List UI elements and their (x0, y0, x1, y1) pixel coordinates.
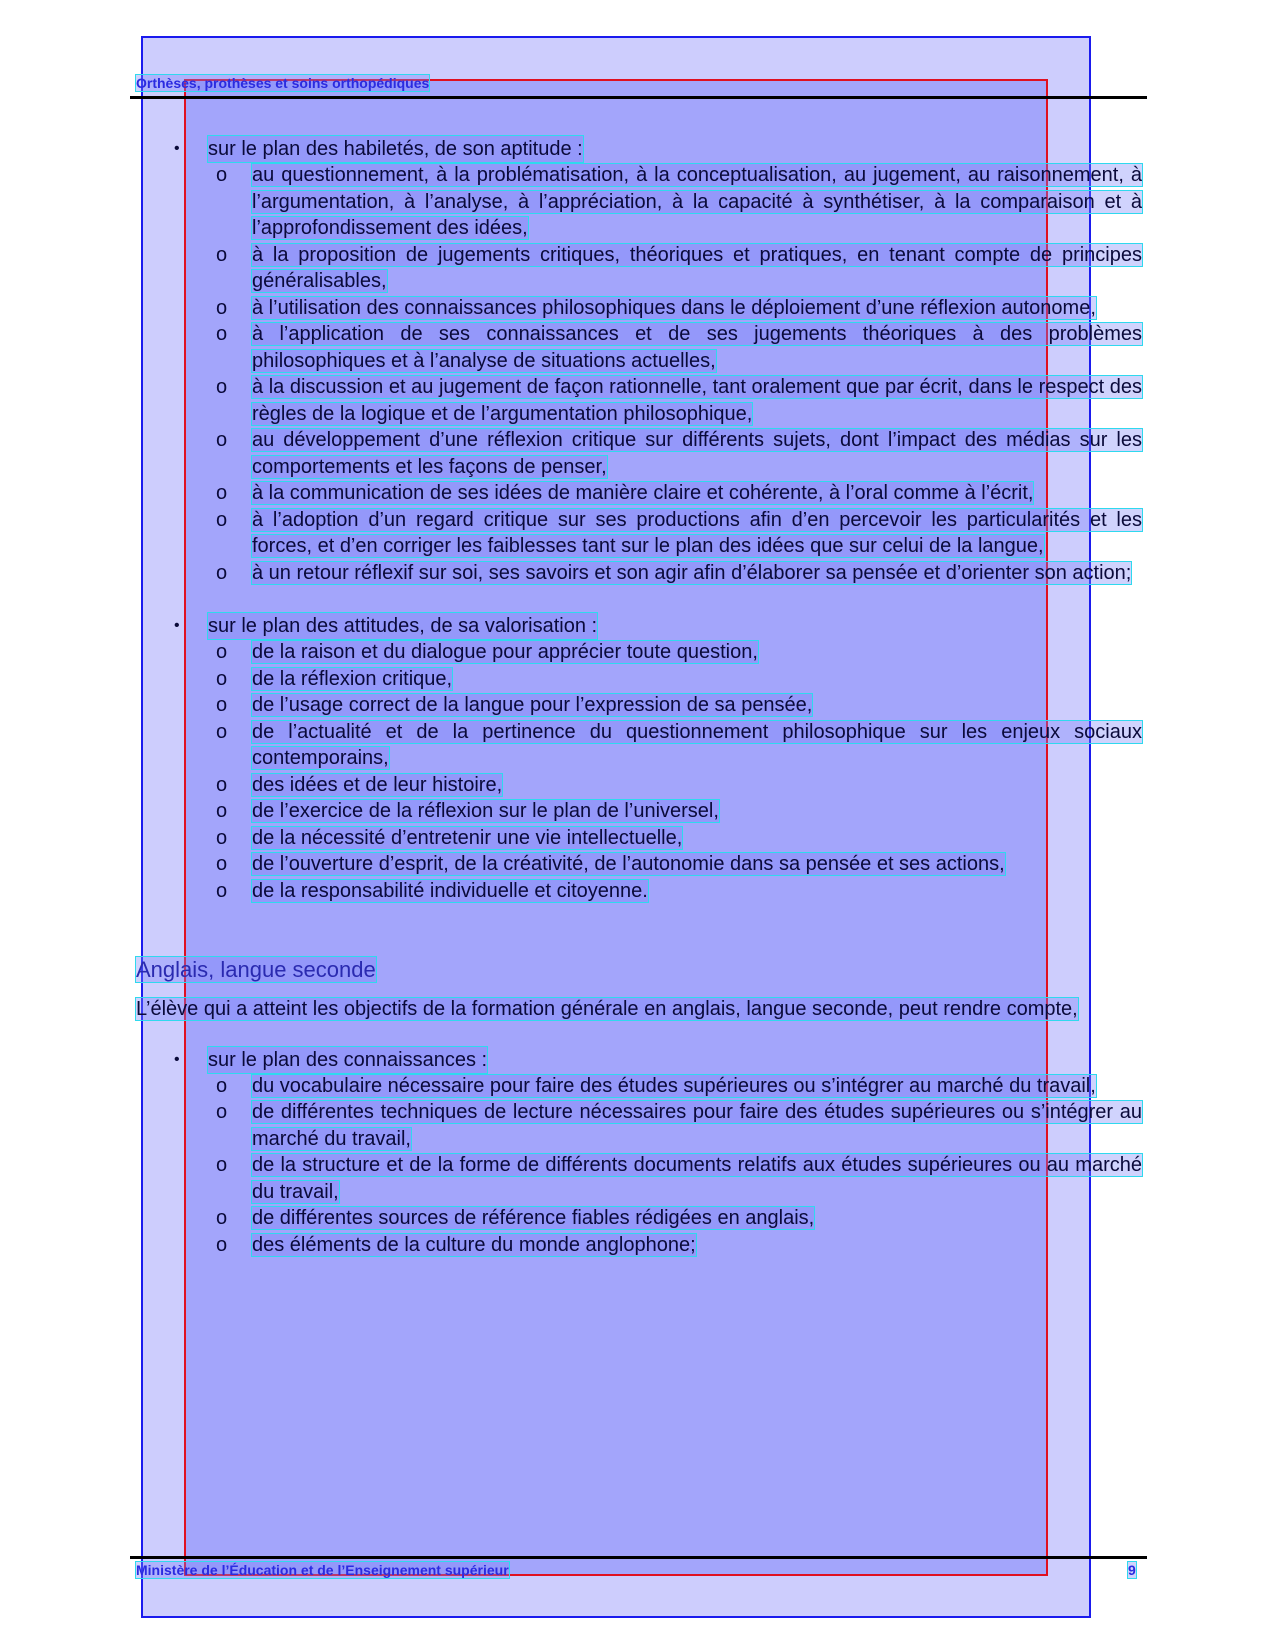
list-item-text: de l’exercice de la réflexion sur le plan de l’universel, (252, 800, 719, 822)
page-header: Orthèses, prothèses et soins orthopédiques (136, 75, 430, 91)
page-footer: Ministère de l’Éducation et de l’Enseignement supérieur (136, 1562, 509, 1578)
list-item (136, 666, 1142, 693)
list-item (136, 825, 1142, 852)
list-item-text: de différentes sources de référence fiables rédigées en anglais, (252, 1207, 815, 1229)
section-attitudes (136, 613, 1142, 904)
list-item (136, 295, 1142, 322)
list-item-text: des éléments de la culture du monde anglophone; (252, 1233, 696, 1256)
list-item (136, 162, 1142, 242)
sub-bullet-icon: o (216, 641, 228, 663)
list-item-text: de l’usage correct de la langue pour l’expression de sa pensée, (252, 694, 813, 716)
sub-bullet-icon: o (216, 561, 228, 584)
level1-item (136, 136, 1142, 162)
sub-bullet-icon: o (216, 1101, 228, 1123)
section-paragraph: L’élève qui a atteint les objectifs de la formation générale en anglais, langue seconde, peut rendre compte, (136, 998, 1078, 1020)
list-item-text: de la raison et du dialogue pour apprécier toute question, (252, 641, 758, 663)
page-number: 9 (1128, 1562, 1136, 1578)
list-item-text: de la structure et de la forme de différents documents relatifs aux études supérieures ou au marché du travail, (252, 1154, 1142, 1203)
sub-bullet-icon: o (216, 296, 228, 319)
list-item (136, 1205, 1142, 1232)
list-item-text: de l’ouverture d’esprit, de la créativité, de l’autonomie dans sa pensée et ses actions, (252, 853, 1005, 875)
list-item-text: à la proposition de jugements critiques, théoriques et pratiques, en tenant compte de principes généralisables, (252, 243, 1142, 292)
section-anglais (136, 956, 1142, 1258)
bullet-icon: • (174, 1050, 180, 1068)
list-item-text: au questionnement, à la problématisation, à la conceptualisation, au jugement, au raisonnement, à l’argumentation, à l’analyse, à l’appréciation, à la capacité à synthétiser, à la comparaison et à l’approfondissement des idées, (252, 164, 1142, 239)
list-item-text: à un retour réflexif sur soi, ses savoirs et son agir afin d’élaborer sa pensée et d’orienter son action; (252, 561, 1132, 584)
sub-bullet-icon: o (216, 720, 228, 743)
bullet-icon: • (174, 617, 180, 634)
sublist-anglais (136, 1073, 1142, 1259)
page-content (136, 136, 1142, 1258)
list-item (136, 507, 1142, 560)
sub-bullet-icon: o (216, 1074, 228, 1097)
list-item-text: à l’application de ses connaissances et de ses jugements théoriques à des problèmes philosophiques et à l’analyse de situations actuelles, (252, 323, 1142, 372)
sublist-attitudes (136, 639, 1142, 904)
sub-bullet-icon: o (216, 800, 228, 822)
sublist-habiletes (136, 162, 1142, 586)
list-item (136, 560, 1142, 587)
sub-bullet-icon: o (216, 323, 228, 345)
header-rule (130, 96, 1147, 99)
list-item-text: à la discussion et au jugement de façon rationnelle, tant oralement que par écrit, dans le respect des règles de la logique et de l’argumentation philosophique, (252, 376, 1142, 425)
sub-bullet-icon: o (216, 1207, 228, 1229)
list-item (136, 374, 1142, 427)
list-item (136, 321, 1142, 374)
list-item-text: de la réflexion critique, (252, 667, 453, 690)
list-item (136, 1232, 1142, 1259)
level1-item (136, 613, 1142, 639)
sub-bullet-icon: o (216, 243, 228, 266)
section-heading: Anglais, langue seconde (136, 957, 376, 982)
list-item (136, 772, 1142, 799)
level1-item (136, 1047, 1142, 1073)
sub-bullet-icon: o (216, 826, 228, 849)
level1-text: sur le plan des connaissances : (208, 1048, 488, 1071)
list-item (136, 798, 1142, 825)
sub-bullet-icon: o (216, 429, 228, 451)
sub-bullet-icon: o (216, 164, 228, 186)
sub-bullet-icon: o (216, 879, 228, 902)
sub-bullet-icon: o (216, 482, 228, 504)
list-item (136, 480, 1142, 507)
sub-bullet-icon: o (216, 853, 228, 875)
list-item (136, 427, 1142, 480)
list-item (136, 1099, 1142, 1152)
list-item (136, 878, 1142, 905)
sub-bullet-icon: o (216, 508, 228, 531)
list-item-text: de la nécessité d’entretenir une vie intellectuelle, (252, 826, 683, 849)
list-item-text: au développement d’une réflexion critique sur différents sujets, dont l’impact des médias sur les comportements et les façons de penser, (252, 429, 1142, 478)
list-item (136, 242, 1142, 295)
level1-text: sur le plan des attitudes, de sa valorisation : (208, 615, 598, 637)
footer-rule (130, 1556, 1147, 1559)
list-item (136, 1152, 1142, 1205)
level1-text: sur le plan des habiletés, de son aptitude : (208, 138, 583, 160)
list-item-text: à l’adoption d’un regard critique sur ses productions afin d’en percevoir les particularités et les forces, et d’en corriger les faiblesses tant sur le plan des idées que sur celui de la langue, (252, 508, 1142, 557)
sub-bullet-icon: o (216, 667, 228, 690)
list-item (136, 639, 1142, 666)
list-item (136, 1073, 1142, 1100)
list-item-text: de l’actualité et de la pertinence du questionnement philosophique sur les enjeux sociaux contemporains, (252, 720, 1142, 769)
section-habiletes (136, 136, 1142, 586)
list-item-text: de la responsabilité individuelle et citoyenne. (252, 879, 648, 902)
sub-bullet-icon: o (216, 694, 228, 716)
sub-bullet-icon: o (216, 773, 228, 796)
list-item-text: à la communication de ses idées de manière claire et cohérente, à l’oral comme à l’écrit, (252, 482, 1034, 504)
list-item (136, 719, 1142, 772)
bullet-icon: • (174, 140, 180, 157)
list-item-text: du vocabulaire nécessaire pour faire des études supérieures ou s’intégrer au marché du travail, (252, 1074, 1096, 1097)
list-item-text: de différentes techniques de lecture nécessaires pour faire des études supérieures ou s’intégrer au marché du travail, (252, 1101, 1142, 1150)
list-item-text: à l’utilisation des connaissances philosophiques dans le déploiement d’une réflexion autonome, (252, 296, 1096, 319)
sub-bullet-icon: o (216, 1154, 228, 1176)
sub-bullet-icon: o (216, 376, 228, 398)
list-item-text: des idées et de leur histoire, (252, 773, 503, 796)
list-item (136, 692, 1142, 719)
list-item (136, 851, 1142, 878)
sub-bullet-icon: o (216, 1233, 228, 1256)
